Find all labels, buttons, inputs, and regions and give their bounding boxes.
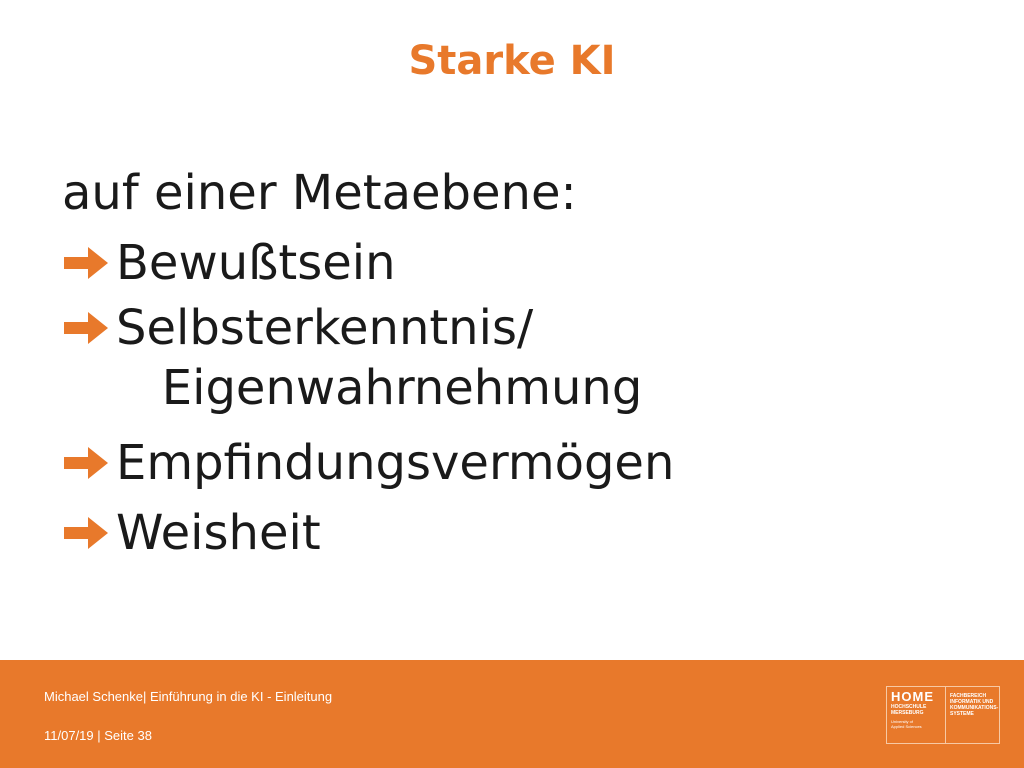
footer-bar [0, 660, 1024, 768]
footer-author: Michael Schenke| Einführung in die KI - Einleitung [44, 689, 333, 704]
right-arrow-icon [62, 498, 116, 568]
logo-name: HOME [891, 689, 934, 704]
intro-text: auf einer Metaebene: [62, 165, 577, 221]
right-arrow-icon [62, 298, 116, 358]
bullet-list [62, 228, 992, 568]
bullet-text: Weisheit [116, 505, 321, 561]
logo-dept4: SYSTEME [950, 711, 974, 717]
logo-line2: MERSEBURG [891, 710, 924, 716]
university-logo [886, 686, 1000, 744]
logo-dept2: INFORMATIK UND [950, 699, 994, 705]
logo-tagline2: Applied Sciences [891, 724, 922, 729]
bullet-item [62, 298, 992, 418]
bullet-text: Empfindungsvermögen [116, 435, 675, 491]
footer-date-page: 11/07/19 | Seite 38 [44, 728, 152, 743]
logo-dept1: FACHBEREICH [950, 693, 987, 699]
logo-line1: HOCHSCHULE [891, 704, 927, 710]
logo-tagline1: University of [891, 719, 914, 724]
right-arrow-icon [62, 428, 116, 498]
bullet-text-line2: Eigenwahrnehmung [116, 360, 643, 416]
bullet-item [62, 498, 992, 568]
logo-name-block [887, 687, 946, 743]
bullet-item [62, 428, 992, 498]
slide-content [62, 158, 992, 568]
bullet-text: Bewußtsein [116, 235, 396, 291]
right-arrow-icon [62, 228, 116, 298]
logo-dept3: KOMMUNIKATIONS- [950, 705, 999, 711]
bullet-text-line1: Selbsterkenntnis/ [116, 300, 534, 356]
bullet-text [116, 298, 642, 418]
slide-title: Starke KI [408, 38, 616, 84]
bullet-item [62, 228, 992, 298]
logo-dept-block [946, 687, 999, 743]
